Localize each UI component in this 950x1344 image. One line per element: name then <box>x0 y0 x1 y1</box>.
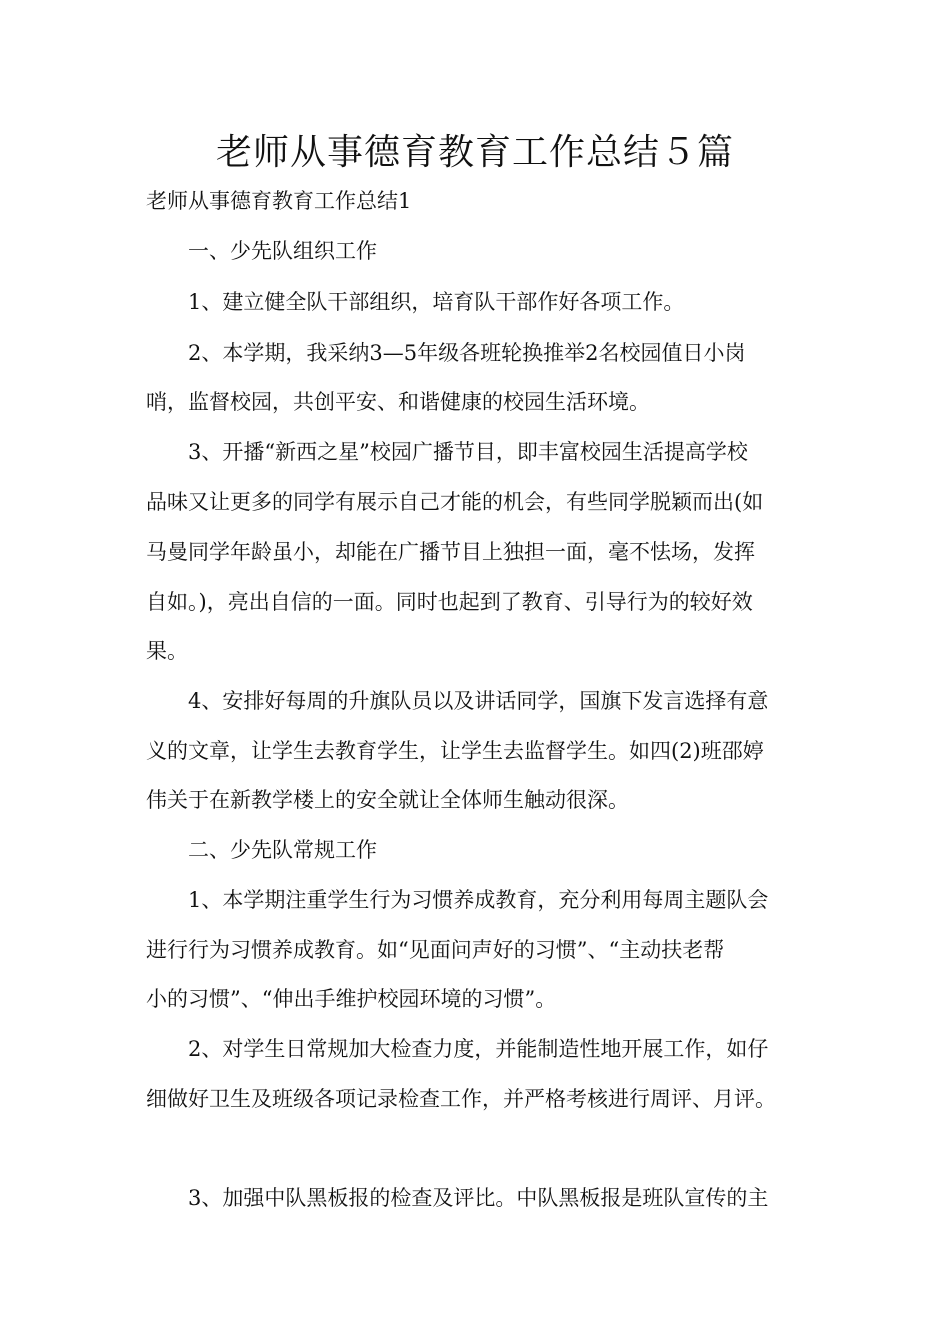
paragraph-line: 哨，监督校园，共创平安、和谐健康的校园生活环境。 <box>146 390 650 414</box>
paragraph-line: 进行行为习惯养成教育。如“见面问声好的习惯”、“主动扶老帮 <box>146 938 725 962</box>
paragraph-line: 自如。)，亮出自信的一面。同时也起到了教育、引导行为的较好效 <box>146 590 753 614</box>
section-subtitle: 老师从事德育教育工作总结1 <box>146 189 412 213</box>
document-title: 老师从事德育教育工作总结５篇 <box>215 132 734 173</box>
paragraph-line: 3、开播“新西之星”校园广播节目，即丰富校园生活提高学校 <box>188 440 748 464</box>
heading-line: 二、少先队常规工作 <box>188 838 377 862</box>
paragraph-line: 4、安排好每周的升旗队员以及讲话同学，国旗下发言选择有意 <box>188 689 769 713</box>
paragraph-line: 1、建立健全队干部组织，培育队干部作好各项工作。 <box>188 290 685 314</box>
paragraph-line: 1、本学期注重学生行为习惯养成教育，充分利用每周主题队会 <box>188 888 769 912</box>
paragraph-line: 伟关于在新教学楼上的安全就让全体师生触动很深。 <box>146 788 629 812</box>
heading-line: 一、少先队组织工作 <box>188 239 377 263</box>
paragraph-line: 义的文章，让学生去教育学生，让学生去监督学生。如四(2)班邵婷 <box>146 739 764 763</box>
paragraph-line: 3、加强中队黑板报的检查及评比。中队黑板报是班队宣传的主 <box>188 1186 769 1210</box>
paragraph-line: 马曼同学年龄虽小，却能在广播节目上独担一面，毫不怯场，发挥 <box>146 540 755 564</box>
paragraph-line: 2、对学生日常规加大检查力度，并能制造性地开展工作，如仔 <box>188 1037 769 1061</box>
paragraph-line: 小的习惯”、“伸出手维护校园环境的习惯”。 <box>146 987 557 1011</box>
paragraph-line: 2、本学期，我采纳3—5年级各班轮换推举2名校园值日小岗 <box>188 341 746 365</box>
paragraph-line: 果。 <box>146 639 188 663</box>
paragraph-line: 细做好卫生及班级各项记录检查工作，并严格考核进行周评、月评。 <box>146 1087 776 1111</box>
paragraph-line: 品味又让更多的同学有展示自己才能的机会，有些同学脱颖而出(如 <box>146 490 764 514</box>
